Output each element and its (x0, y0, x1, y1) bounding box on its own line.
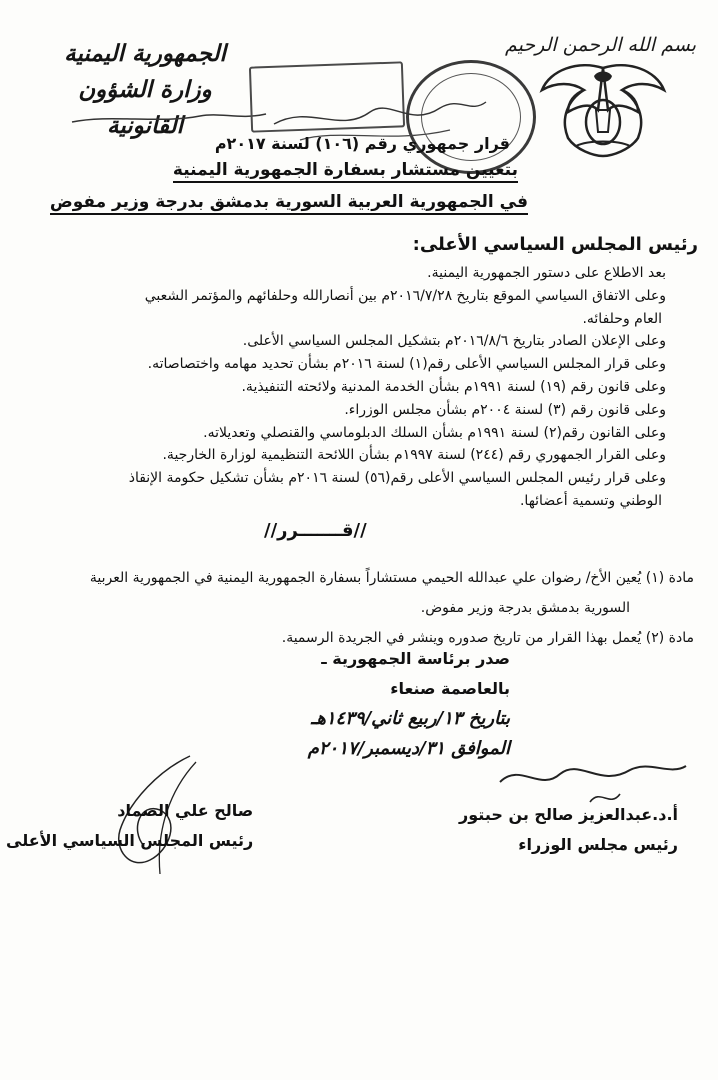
article-1-line-2: السورية بدمشق بدرجة وزير مفوض. (420, 600, 630, 616)
national-emblem-icon (538, 60, 668, 160)
preamble-line: وعلى القانون رقم(٢) لسنة ١٩٩١م بشأن السلك الدبلوماسي والقنصلي وتعديلاته. (203, 424, 666, 441)
header-scribble (70, 102, 270, 132)
preamble-line: وعلى الاتفاق السياسي الموقع بتاريخ ٢٠١٦/٧/٢٨م بين أنصارالله وحلفائهم والمؤتمر الشعبي (144, 287, 666, 304)
bismillah: بسم الله الرحمن الرحيم (505, 34, 696, 56)
pm-signature-block (459, 800, 678, 860)
gregorian-date: الموافق ٣١/ديسمبر/٢٠١٧م (307, 738, 510, 759)
articles (34, 563, 694, 653)
article-2: مادة (٢) يُعمل بهذا القرار من تاريخ صدوره وينشر في الجريدة الرسمية. (281, 630, 694, 646)
decision-heading: //قـــــــرر// (264, 520, 367, 541)
issuance-place: صدر برئاسة الجمهورية ـ بالعاصمة صنعاء (321, 649, 510, 698)
chair-signature-block (6, 796, 253, 856)
decree-title-line-2: في الجمهورية العربية السورية بدمشق بدرجة وزير مفوض (50, 192, 528, 215)
issuer-heading: رئيس المجلس السياسي الأعلى: (412, 234, 698, 255)
chair-title: رئيس المجلس السياسي الأعلى (6, 831, 254, 850)
chair-name: صالح علي الصماد (117, 801, 254, 820)
pm-name: أ.د.عبدالعزيز صالح بن حبتور (459, 805, 678, 824)
pm-title: رئيس مجلس الوزراء (518, 835, 678, 854)
preamble-line: وعلى القرار الجمهوري رقم (٢٤٤) لسنة ١٩٩٧م بشأن اللائحة التنظيمية لوزارة الخارجية. (162, 447, 666, 464)
decree-title-line-1: بتعيين مستشار بسفارة الجمهورية اليمنية (173, 160, 518, 183)
decree-number: قرار جمهوري رقم (١٠٦) لسنة ٢٠١٧م (214, 134, 510, 153)
article-1-line-1: مادة (١) يُعين الأخ/ رضوان علي عبدالله الحيمي مستشاراً بسفارة الجمهورية اليمنية في الجمهورية العربية (89, 570, 694, 586)
country-name: الجمهورية اليمنية (64, 40, 226, 67)
preamble-line: وعلى قرار المجلس السياسي الأعلى رقم(١) لسنة ٢٠١٦م بشأن تحديد مهامه واختصاصاته. (147, 356, 666, 373)
preamble-line: وعلى قانون رقم (١٩) لسنة ١٩٩١م بشأن الخدمة المدنية ولائحته التنفيذية. (241, 378, 666, 395)
preamble-line: وعلى الإعلان الصادر بتاريخ ٢٠١٦/٨/٦م بتشكيل المجلس السياسي الأعلى. (242, 333, 666, 350)
hijri-date: بتاريخ ١٣/ربيع ثاني/١٤٣٩هـ (311, 708, 510, 729)
issuance-block (250, 644, 510, 764)
ministry-name: وزارة الشؤون القانونية (78, 76, 212, 139)
preamble-line: بعد الاطلاع على دستور الجمهورية اليمنية. (427, 265, 666, 281)
preamble-line: العام وحلفائه. (582, 310, 662, 327)
preamble-line: وعلى قرار رئيس المجلس السياسي الأعلى رقم(٥٦) لسنة ٢٠١٦م بشأن تشكيل حكومة الإنقاذ (128, 470, 666, 487)
preamble (54, 262, 666, 513)
preamble-line: الوطني وتسمية أعضائها. (519, 492, 662, 509)
preamble-line: وعلى قانون رقم (٣) لسنة ٢٠٠٤م بشأن مجلس الوزراء. (344, 401, 666, 418)
